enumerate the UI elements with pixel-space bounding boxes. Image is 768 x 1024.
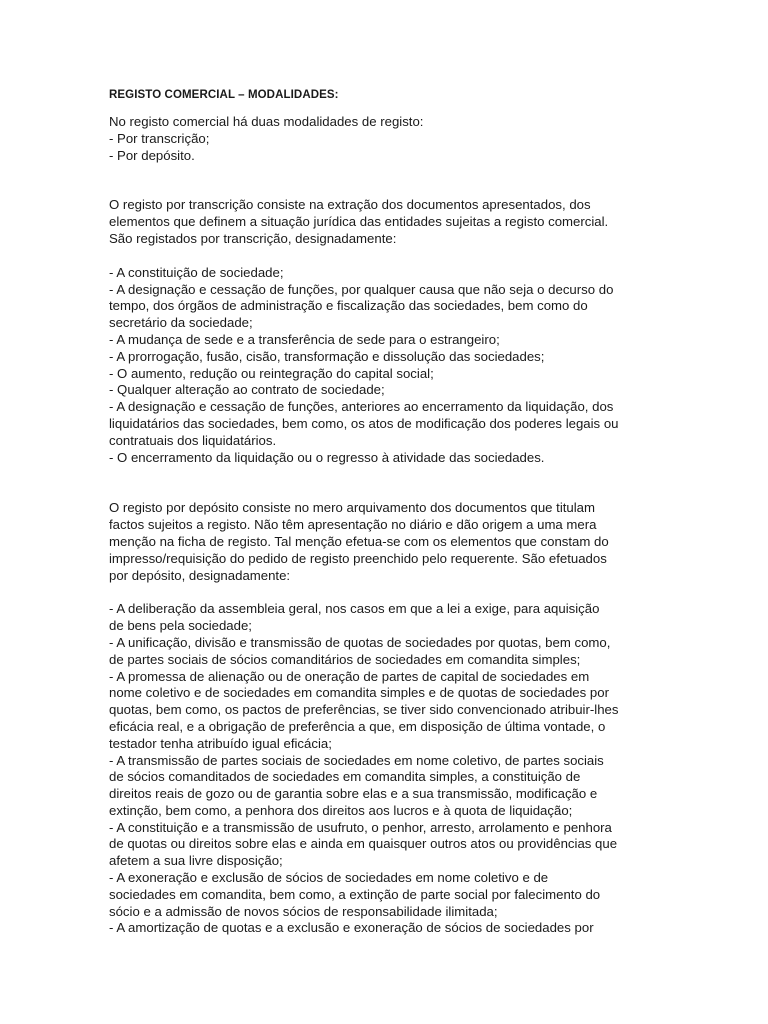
- list-item-line: tempo, dos órgãos de administração e fiscalização das sociedades, bem como do: [109, 298, 588, 314]
- text-line: O registo por depósito consiste no mero arquivamento dos documentos que titulam: [109, 500, 596, 516]
- list-item-line: de bens pela sociedade;: [109, 618, 252, 634]
- list-item-line: extinção, bem como, a penhora dos direitos aos lucros e à quota de liquidação;: [109, 802, 573, 818]
- list-item-line: - A promessa de alienação ou de oneração de partes de capital de sociedades em: [109, 668, 590, 684]
- list-item-line: - O encerramento da liquidação ou o regresso à atividade das sociedades.: [109, 449, 545, 465]
- list-item-line: - Qualquer alteração ao contrato de sociedade;: [109, 382, 385, 398]
- list-item-line: de quotas ou direitos sobre elas e ainda em quaisquer outros atos ou providências que: [109, 836, 618, 852]
- list-item-line: - A exoneração e exclusão de sócios de sociedades em nome coletivo e de: [109, 870, 549, 886]
- list-item-line: - A designação e cessação de funções, por qualquer causa que não seja o decurso do: [109, 281, 614, 297]
- list-item-line: secretário da sociedade;: [109, 315, 253, 331]
- list-item-line: eficácia real, e a obrigação de preferência a que, em disposição de última vontade, o: [109, 718, 606, 734]
- list-item-line: - O aumento, redução ou reintegração do capital social;: [109, 365, 434, 381]
- text-line: No registo comercial há duas modalidades de registo:: [109, 114, 424, 129]
- deposito-paragraph: [109, 500, 669, 584]
- list-item-line: - A unificação, divisão e transmissão de quotas de sociedades por quotas, bem como,: [109, 634, 611, 650]
- list-item-line: - A designação e cessação de funções, anteriores ao encerramento da liquidação, dos: [109, 399, 614, 415]
- deposito-list: [109, 601, 669, 937]
- list-item-line: - A amortização de quotas e a exclusão e exoneração de sócios de sociedades por: [109, 920, 594, 936]
- list-item-line: testador tenha atribuído igual eficácia;: [109, 735, 332, 751]
- list-item-line: - A prorrogação, fusão, cisão, transformação e dissolução das sociedades;: [109, 348, 545, 364]
- paragraph-spacer: [109, 248, 669, 265]
- transcricao-paragraph: [109, 197, 669, 247]
- list-item-line: - A transmissão de partes sociais de sociedades em nome coletivo, de partes sociais: [109, 752, 604, 768]
- intro-paragraph: [109, 114, 669, 164]
- list-item-line: liquidatários das sociedades, bem como, os atos de modificação dos poderes legais ou: [109, 415, 619, 431]
- text-line: elementos que definem a situação jurídica das entidades sujeitas a registo comercial.: [109, 214, 609, 230]
- list-item-line: quotas, bem como, os pactos de preferências, se tiver sido convencionado atribuir-lhes: [109, 702, 619, 718]
- list-item-line: sócio e a admissão de novos sócios de responsabilidade ilimitada;: [109, 903, 498, 919]
- text-line: - Por transcrição;: [109, 130, 210, 146]
- list-item-line: de sócios comanditados de sociedades em comandita simples, a constituição de: [109, 769, 581, 785]
- text-line: São registados por transcrição, designadamente:: [109, 230, 397, 246]
- list-item-line: contratuais dos liquidatários.: [109, 432, 277, 448]
- paragraph-spacer: [109, 466, 669, 500]
- text-line: menção na ficha de registo. Tal menção efetua-se com os elementos que constam do: [109, 533, 609, 549]
- paragraph-spacer: [109, 164, 669, 197]
- list-item-line: afetem a sua livre disposição;: [109, 853, 283, 869]
- paragraph-spacer: [109, 584, 669, 601]
- document-title: REGISTO COMERCIAL – MODALIDADES:: [109, 89, 339, 101]
- list-item-line: nome coletivo e de sociedades em comandita simples e de quotas de sociedades por: [109, 685, 609, 701]
- list-item-line: de partes sociais de sócios comanditários de sociedades em comandita simples;: [109, 651, 581, 667]
- document-body: [109, 88, 669, 937]
- list-item-line: - A mudança de sede e a transferência de sede para o estrangeiro;: [109, 331, 500, 347]
- text-line: impresso/requisição do pedido de registo preenchido pelo requerente. São efetuados: [109, 550, 607, 566]
- text-line: O registo por transcrição consiste na extração dos documentos apresentados, dos: [109, 197, 591, 213]
- list-item-line: - A constituição de sociedade;: [109, 264, 284, 280]
- list-item-line: sociedades em comandita, bem como, a extinção de parte social por falecimento do: [109, 886, 601, 902]
- list-item-line: - A constituição e a transmissão de usufruto, o penhor, arresto, arrolamento e penhora: [109, 819, 612, 835]
- list-item-line: direitos reais de gozo ou de garantia sobre elas e a sua transmissão, modificação e: [109, 786, 598, 802]
- text-line: - Por depósito.: [109, 147, 195, 163]
- transcricao-list: [109, 265, 669, 467]
- list-item-line: - A deliberação da assembleia geral, nos casos em que a lei a exige, para aquisição: [109, 601, 600, 617]
- text-line: por depósito, designadamente:: [109, 567, 291, 583]
- text-line: factos sujeitos a registo. Não têm apresentação no diário e dão origem a uma mera: [109, 517, 597, 533]
